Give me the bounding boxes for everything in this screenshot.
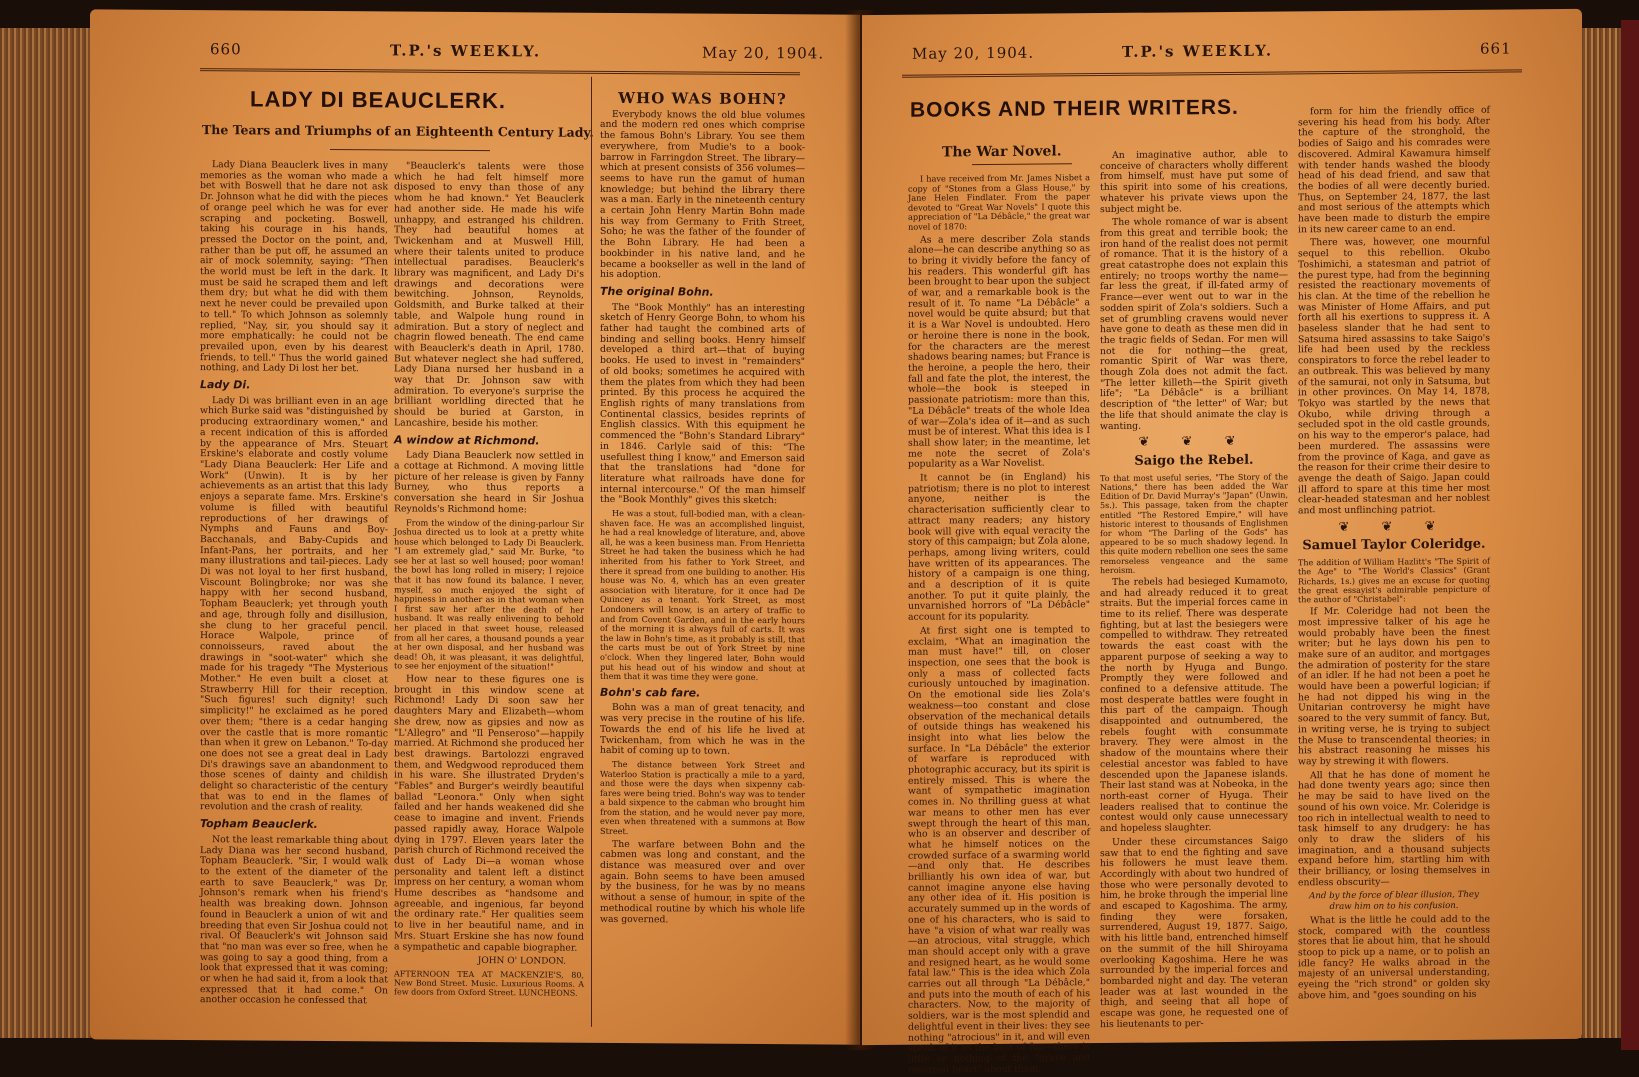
page-number-right: 661 [1480, 39, 1512, 58]
paragraph: form for him the friendly office of severing his head from his body. After the capture of the stronghold, the bodies of Saigo and his comrades were discovered. Admiral Kawamura himself with tender hands washed the bloody head of his dead friend, and saw that the bodies of all were decently buried. Thus, on September 24, 1877, the last and most serious of the attempts which have been made to disturb the empire in its new career came to an end. [1298, 104, 1490, 236]
article-title-bohn: WHO WAS BOHN? [618, 88, 787, 109]
paragraph: Lady Di was brilliant even in an age which Burke said was "distinguished by producing extraordinary women," and a recent indication of this is afforded by the appearance of Mrs. Steuart Erskine's elaborate and costly volume "Lady Diana Beauclerk: Her Life and Work" (Unwin). It is by her achievements as an artist that this lady enjoys a separate fame. Mrs. Erskine's volume is filled with beautiful reproductions of her drawings of Nymphs and Fauns and Boy-Bacchanals, and Baby-Cupids and Infant-Pans, her portraits, and her many illustrations and tail-pieces. Lady Di was not loyal to her first husband, Viscount Bolingbroke; nor was she happy with her second husband, Topham Beauclerk; yet through youth and age, through folly and disillusion, she clung to her graceful pencil. Horace Walpole, prince of connoisseurs, raved about the drawings in "soot-water" which she made for his tragedy "The Mysterious Mother." He even built a closet at Strawberry Hill for their reception. "Such figures! such dignity! such simplicity!" he exclaimed as he pored over them; "there is a cedar hanging over the castle that is more romantic than when it grew on Lebanon." To-day one does not see a great deal in Lady Di's drawings save an abandonment to those scenes of dainty and childish delight so characteristic of the century that was to end in the flames of revolution and the crash of reality. [200, 394, 388, 814]
article-title-coleridge: Samuel Taylor Coleridge. [1302, 537, 1486, 554]
subheading: Lady Di. [200, 378, 251, 392]
subheading: Topham Beauclerk. [200, 817, 318, 832]
masthead-right: T.P.'s WEEKLY. [1122, 41, 1274, 61]
header-rule-right [902, 69, 1522, 77]
right-running-head [862, 39, 1582, 71]
title-rule [330, 149, 490, 151]
lady-di-column-2 [394, 161, 584, 1022]
paragraph: If Mr. Coleridge had not been the most impressive talker of his age he would probably have been the finest writer; but he lays down his pen to make sure of an auditor, and mortgages the admiration of posterity for the stare of an idler. If he had not been a poet he would have been a powerful logician; if he had not dipped his wing in the Unitarian controversy he might have soared to the very summit of fancy. But, in writing verse, he is trying to subject the Muse to transcendental theories; in his abstract reasoning he misses his way by strewing it with flowers. [1298, 604, 1490, 768]
left-page [90, 9, 860, 1044]
paragraph: The warfare between Bohn and the cabmen was long and constant, and the distance was measured over and over again. Bohn seems to have been amused by the business, for he was by no means without a sense of humour, in spite of the methodical routine by which his whole life was governed. [600, 838, 805, 925]
article-title-war-novel: The War Novel. [942, 143, 1062, 161]
paragraph: Not the least remarkable thing about Lady Diana was her second husband, Topham Beauclerk. "Sir, I would walk to the extent of the diameter of the earth to save Beauclerk," was Dr. Johnson's remark when his friend's health was breaking down. Johnson found in Beauclerk a union of wit and breeding that even Sir Joshua could not rival. Of Beauclerk's wit Johnson said that "no man was ever so free, when he was going to say a good thing, from a look that expressed that it was coming; or when he had said it, from a look that expressed that it had come." On another occasion he confessed that [200, 834, 388, 1007]
intro-paragraph: To that most useful series, "The Story of the Nations," there has been added the War Edition of Dr. David Murray's "Japan" (Unwin, 5s.). This passage, taken from the chapter entitled "The Restored Empire," will have historic interest to thousands of Englishmen for whom "The Darling of the Gods" has appeared to be so much shadowy legend. In this quite modern rebellion one sees the same remorseless vengeance and the same heroism. [1100, 472, 1288, 575]
right-column [1298, 106, 1490, 1018]
quoted-paragraph: He was a stout, full-bodied man, with a clean-shaven face. He was an accomplished linguist, he had a real knowledge of literature, and, above all, he was a keen business man. From Henrietta Street he had taken the business which he had inherited from his father to York Street, and there it spread from one building to another. His house was No. 4, which has an even greater association with literature, for it once had De Quincey as a tenant. York Street, as most Londoners will know, is an artery of traffic to and from Covent Garden, and in the early hours of the morning it is always full of carts. It was the law in Bohn's time, as it probably is still, that the carts must be out of York Street by nine o'clock. When they lingered later, Bohn would put his head out of his window and shout at them that it was time they were gone. [600, 507, 806, 683]
middle-column [1100, 148, 1288, 1030]
verse-quote: And by the force of blear illusion, They draw him on to his confusion. [1309, 890, 1479, 913]
signature: JOHN O' LONDON. [477, 956, 566, 967]
subheading: A window at Richmond. [394, 433, 540, 448]
paragraph: The "Book Monthly" has an interesting sketch of Henry George Bohn, to whom his father had taught the combined arts of binding and selling books. Henry himself developed a third art—that of buying books. He used to invest in "remainders" of old books; sometimes he acquired with them the plates from which they had been printed. By this process he acquired the English rights of many translations from Continental classics, besides reprints of English classics. With this equipment he commenced the "Bohn's Standard Library" in 1846. Carlyle said of this: "The usefullest thing I know," and Emerson said that the translations had "done for literature what railroads have done for internal intercourse." Of the man himself the "Book Monthly" gives this sketch: [600, 301, 805, 507]
paragraph: An imaginative author, able to conceive of characters wholly different from himself, must have put some of this spirit into some of his creations, whatever his private views upon the subject might be. [1100, 148, 1288, 215]
article-subtitle-lady-di: The Tears and Triumphs of an Eighteenth Century Lady. [202, 122, 594, 140]
paragraph: What is the little he could add to the stock, compared with the countless stores that lie about him, that he should stoop to pick up a name, or to polish an idle fancy? He walks abroad in the majesty of an universal understanding, eyeing the "rich strond" or golden sky above him, and "goes sounding on his [1298, 913, 1490, 1002]
paragraph: All that he has done of moment he had done twenty years ago; since then he may be said to have lived on the sound of his own voice. Mr. Coleridge is too rich in intellectual wealth to need to task himself to any drudgery: he has only to draw the sliders of his imagination, and a thousand subjects expand before him, startling him with their brilliancy, or losing themselves in endless obscurity— [1298, 768, 1490, 889]
page-number-left: 660 [210, 40, 242, 59]
quoted-paragraph: The distance between York Street and Waterloo Station is practically a mile to a yard, and those were the days when sixpenny cab-fares were being tried. Bohn's way was to tender a bald sixpence to the cabman who brought him from the station, and he would never pay more, even when threatened with a summons at Bow Street. [600, 758, 805, 837]
article-title-saigo: Saigo the Rebel. [1134, 452, 1254, 469]
paragraph: There was, however, one mournful sequel to this rebellion. Okubo Toshimichi, a statesman and patriot of the purest type, had from the beginning resisted the reactionary movements of his clan. At the time of the rebellion he was Minister of Home Affairs, and put forth all his exertions to suppress it. A baseless slander that he had sent to Satsuma hired assassins to take Saigo's life had been used by the reckless conspirators to force the rebel leader to an outbreak. This was believed by many of the samurai, not only in Satsuma, but in other provinces. On May 14, 1878, Tokyo was startled by the news that Okubo, while driving through a secluded spot in the old castle grounds, on his way to the emperor's palace, had been murdered. The assassins were from the province of Kaga, and gave as the reason for their crime their desire to avenge the death of Saigo. Japan could ill afford to spare at this time her most clear-headed statesman and her noblest and most unflinching patriot. [1298, 236, 1490, 517]
red-binding [1621, 20, 1639, 1050]
paragraph: It cannot be (in England) his patriotism; there is no plot to interest anyone, neither is the characterisation sufficiently clear to attract many readers; any history book will give with equal veracity the story of this campaign; but Zola alone, perhaps, among living writers, could have written of its appearances. The history of a campaign is one thing, and a description of it is quite another. To put it quite plainly, the unvarnished horrors of "La Débâcle" account for its popularity. [908, 471, 1090, 623]
paragraph: The rebels had besieged Kumamoto, and had already reduced it to great straits. But the imperial forces came in time to its relief. There was desperate fighting, but at last the besiegers were compelled to withdraw. They retreated towards the east coast with the apparent purpose of seeking a way to the north by Hyuga and Bungo. Promptly they were followed and confined to a defensive attitude. The most desperate battles were fought in this part of the campaign. Though disappointed and outnumbered, the rebels fought with consummate bravery. They were almost in the shadow of the mountains where their celestial ancestor was fabled to have descended upon the Japanese islands. Their last stand was at Nobeoka, in the north-east corner of Hyuga. Their leaders realised that to continue the contest would only cause unnecessary and hopeless slaughter. [1100, 575, 1288, 835]
ornament-divider: ❦ ❦ ❦ [1138, 434, 1250, 451]
column-rule [591, 77, 592, 1027]
war-novel-column-1 [908, 172, 1091, 1076]
ornament-divider: ❦ ❦ ❦ [1338, 518, 1450, 535]
paragraph: The whole romance of war is absent from this great and terrible book; the iron hand of the realist does not permit of romance. That it is the history of a great catastrophe does not explain this entirely; no troops worthy the name—far less the great, if ill-fated army of France—ever went out to war in the sodden spirit of Zola's soldiers. Such a set of grumbling cravens would never have gone to death as these men did in the tragic fields of Sedan. For men will not die for nothing—the great, romantic Spirit of War was there, though Zola does not admit the fact. "The letter killeth—the Spirit giveth life"; "La Débâcle" is a brilliant description of "the letter" of War; but the life that should animate the clay is wanting. [1100, 215, 1288, 432]
left-running-head [90, 39, 860, 70]
section-title: BOOKS AND THEIR WRITERS. [910, 95, 1239, 122]
date-right: May 20, 1904. [912, 43, 1035, 63]
masthead-left: T.P.'s WEEKLY. [390, 41, 542, 61]
paragraph: Everybody knows the old blue volumes and the modern red ones which comprise the famous Bohn's Library. You see them everywhere, from Mudie's to a book-barrow in Farringdon Street. The library—which at present consists of 356 volumes—seems to have run the gamut of human knowledge; but behind the library there was a man. Early in the nineteenth century a certain John Henry Martin Bohn made his way from Germany to Frith Street, Soho; he was the father of the founder of the Bohn Library. He had been a bookbinder in his native land, and he became a bookseller as well in the land of his adoption. [600, 108, 805, 281]
paragraph: Bohn was a man of great tenacity, and was very precise in the routine of his life. Towards the end of his life he lived at Twickenham, from which he was in the habit of coming up to town. [600, 702, 805, 757]
subheading: The original Bohn. [600, 284, 714, 299]
quoted-paragraph: From the window of the dining-parlour Sir Joshua directed us to look at a pretty white house which belonged to Lady Di Beauclerk. "I am extremely glad," said Mr. Burke, "to see her at last so well housed; poor woman! the bowl has long rolled in misery; I rejoice that it has now found its balance. I never, myself, so much enjoyed the sight of happiness in another as in that woman when I first saw her after the death of her husband. It was really enlivening to behold her placed in that sweet house, released from all her cares, a thousand pounds a year at her own disposal, and her husband was dead! Oh, it was pleasant, it was delightful, to see her enjoyment of the situation!" [394, 517, 584, 672]
lady-di-column-1 [200, 160, 388, 1021]
date-left: May 20, 1904. [702, 43, 825, 63]
paragraph: How near to these figures one is brought in this window scene at Richmond! Lady Di soon saw her daughters Mary and Elizabeth—whom she drew, now as gipsies and now as "L'Allegro" and "Il Penseroso"—happily married. At Richmond she produced her best drawings. Bartolozzi engraved them, and Wedgwood reproduced them in his ware. She illustrated Dryden's "Fables" and Burger's weirdly beautiful ballad "Leonora." Only when sight failed and her hands weakened did she cease to imagine and invent. Friends passed rapidly away, Horace Walpole dying in 1797. Eleven years later the parish church of Richmond received the dust of Lady Di—a woman whose personality and talent left a distinct impress on her century, a woman whom Hume describes as "handsome and agreeable, and ingenious, far beyond the ordinary rate." Her qualities seem to live in her beautiful name, and in Mrs. Stuart Erskine she has now found a sympathetic and capable biographer. [394, 673, 584, 954]
paragraph: At first sight one is tempted to exclaim, "What an imagination the man must have!" till, on closer inspection, one sees that the book is only a mass of collected facts curiously untouched by imagination. On the emotional side lies Zola's weakness—too constant and close observation of the mechanical details of outside things has weakened his insight into what lies below the surface. In "La Débâcle" the exterior of warfare is reproduced with photographic accuracy, but its spirit is entirely missed. This is where the want of sympathetic imagination comes in. No thrilling guess at what war means to other men has ever swept through the heart of this man, who is an observer and describer of what he himself notices on the crowded surface of a swarming world—and only that. He describes brilliantly his own idea of war, but cannot imagine anyone else having any other idea of it. His position is accurately summed up in the words of one of his characters, who is said to have "a vision of what war really was—an atrocious, vital struggle, which man should accept only with a grave and resigned heart, as he would some fatal law." This is the idea which Zola carries out all through "La Débâcle," and puts into the mouth of each of his characters. Now, to the majority of soldiers, war is the most splendid and delightful event in their lives: they see nothing "atrocious" in it, and will even speak of it as the best of fun—there is little or nothing of the "grave and resigned heart" about them. [908, 624, 1090, 1076]
bohn-column [600, 85, 805, 1026]
paragraph: Under these circumstances Saigo saw that to end the fighting and save his followers he must leave them. Accordingly with about two hundred of those who were personally devoted to him, he broke through the imperial line and escaped to Kagoshima. The army, finding they were forsaken, surrendered, August 19, 1877. Saigo, with his little band, entrenched himself on the summit of the hill Shiroyama overlooking Kagoshima. Here he was surrounded by the imperial forces and bombarded night and day. The veteran leader was at last wounded in the thigh, and seeing that all hope of escape was gone, he requested one of his lieutenants to per- [1100, 835, 1288, 1030]
subheading: Bohn's cab fare. [600, 685, 701, 700]
advertisement: AFTERNOON TEA AT MACKENZIE'S, 80, New Bond Street. Music. Luxurious Rooms. A few doors from Oxford Street. LUNCHEONS. [394, 969, 584, 999]
paragraph: Lady Diana Beauclerk now settled in a cottage at Richmond. A moving little picture of her release is given by Fanny Burney, who thus reports a conversation she heard in Sir Joshua Reynolds's Richmond home: [394, 449, 584, 516]
paragraph: "Beauclerk's talents were those which he had felt himself more disposed to envy than those of any whom he had known." Yet Beauclerk had another side. He made his wife unhappy, and estranged his children. They had beautiful homes at Twickenham and at Muswell Hill, where their talents united to produce intellectual paradises. Beauclerk's library was magnificent, and Lady Di's drawings and decorations were bewitching. Johnson, Reynolds, Goldsmith, and Burke talked at their table, and Walpole hung round in admiration. But a story of neglect and chagrin flowed beneath. The end came with Beauclerk's death in April, 1780. But whatever neglect she had suffered, Lady Diana nursed her husband in a way that Dr. Johnson saw with admiration. To everyone's surprise the brilliant worldling directed that he should be buried at Garston, in Lancashire, beside his mother. [394, 160, 584, 430]
title-rule [972, 163, 1072, 165]
paragraph: Lady Diana Beauclerk lives in many memories as the woman who made a bet with Boswell that he dare not ask Dr. Johnson what he did with the pieces of orange peel which he was for ever scraping and pocketing. Boswell, taking his courage in his hands, pressed the Doctor on the point, and, rather than be put off, he assumed an air of mock solemnity, saying: "Then the world must be left in the dark. It must be said he scraped them and left them dry; but what he did with them next he never could be prevailed upon to tell." To which Johnson as solemnly replied, "Nay, sir, you should say it more emphatically: he could not be prevailed upon, even by his dearest friends, to tell." Thus the world gained nothing, and Lady Di lost her bet. [200, 159, 388, 375]
article-title-lady-di: LADY DI BEAUCLERK. [250, 86, 506, 114]
paragraph: As a mere describer Zola stands alone—he can describe anything so as to bring it vividly before the fancy of his readers. This wonderful gift has been brought to bear upon the subject of war, and a remarkable book is the result of it. To name "La Débâcle" a novel would be quite absurd; but that it is a War Novel is undoubted. Hero or heroine there is none in the book, for the characters are the merest shadows bearing names; but France is the heroine, a people the hero, their fall and fate the plot, the interest, the whole—the book is steeped in passionate patriotism: more than this, "La Débâcle" treats of the whole Idea of war—Zola's idea of it—and as such must be of interest. What this idea is I shall show later; in the meantime, let me note the secret of Zola's popularity as a War Novelist. [908, 232, 1091, 471]
intro-paragraph: I have received from Mr. James Nisbet a copy of "Stones from a Glass House," by Jane Helen Findlater. From the paper devoted to "Great War Novels" I quote this appreciation of "La Débâcle," the great war novel of 1870: [908, 172, 1090, 232]
right-page [862, 9, 1582, 1076]
intro-paragraph: The addition of William Hazlitt's "The Spirit of the Age" to "The World's Classics" (Grant Richards, 1s.) gives me an excuse for quoting the great essayist's admirable penpicture of the author of "Christabel": [1298, 556, 1490, 605]
